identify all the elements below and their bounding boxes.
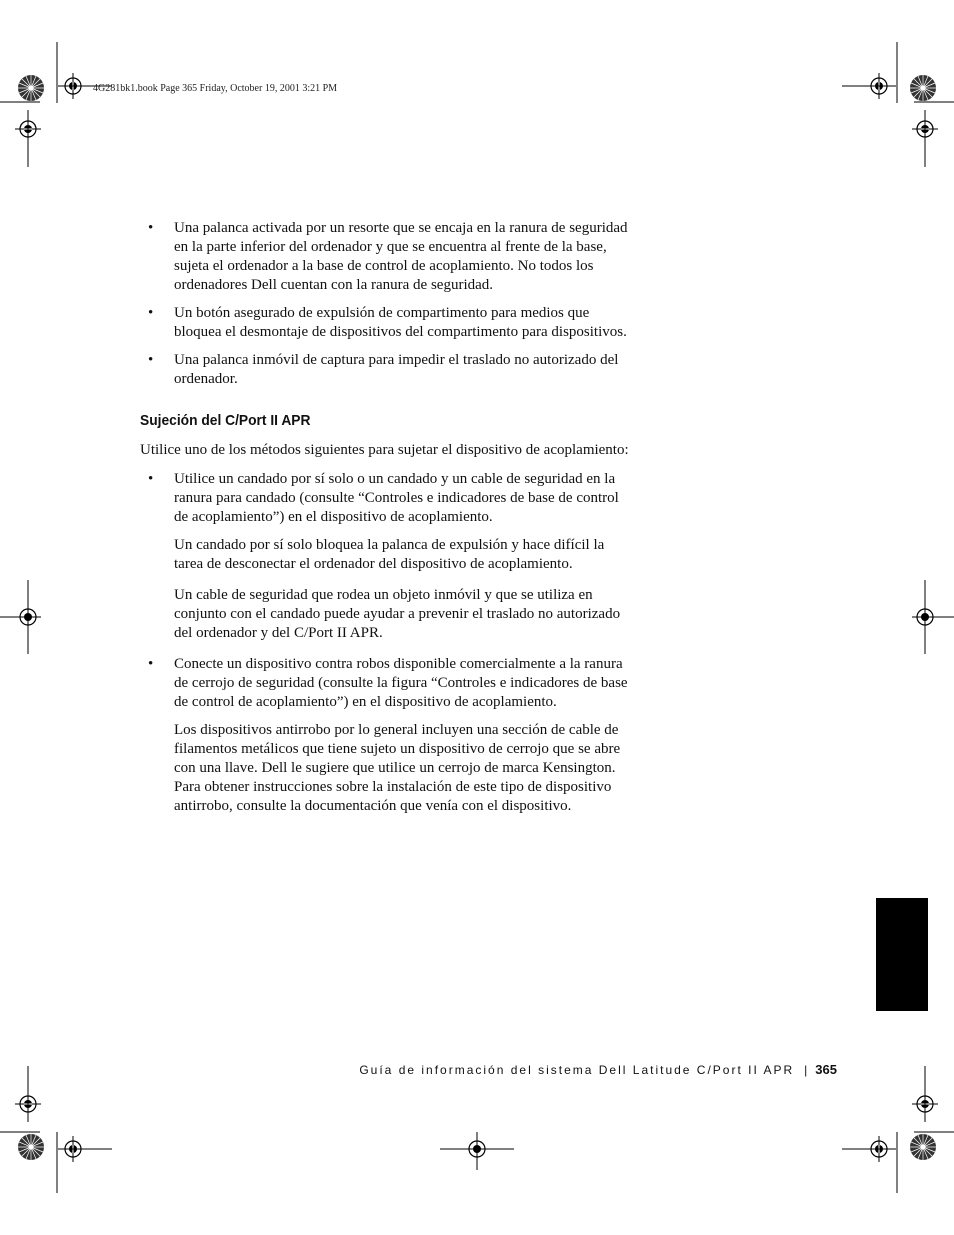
list-item (140, 219, 630, 295)
star-target-icon (18, 75, 44, 101)
list-item-text: Conecte un dispositivo contra robos disponible comercialmente a la ranura de cerrojo de seguridad (consulte la figura “Controles e indicadores de base de control de acoplamiento”) en el dispositivo de acoplamiento. (174, 656, 628, 710)
list-item (140, 655, 630, 712)
bullet-icon: • (148, 305, 154, 321)
star-target-icon (910, 75, 936, 101)
bullet-icon: • (148, 220, 154, 236)
bullet-icon: • (148, 352, 154, 368)
list-item-detail: Un cable de seguridad que rodea un objeto inmóvil y que se utiliza en conjunto con el candado puede ayudar a prevenir el traslado no autorizado del ordenador y del C/Port II APR. (174, 587, 621, 641)
section-intro: Utilice uno de los métodos siguientes para sujetar el dispositivo de acoplamiento: (140, 442, 629, 458)
list-item (140, 470, 630, 527)
star-target-icon (910, 1134, 936, 1160)
list-item (140, 304, 630, 342)
list-item-detail: Un candado por sí solo bloquea la palanca de expulsión y hace difícil la tarea de desconectar el ordenador del dispositivo de acoplamiento. (174, 537, 605, 572)
section-heading: Sujeción del C/Port II APR (140, 412, 311, 429)
footer-guide-title: Guía de información del sistema Dell Latitude C/Port II APR (359, 1063, 795, 1077)
list-item-text: Utilice un candado por sí solo o un candado y un cable de seguridad en la ranura para candado (consulte “Controles e indicadores de base de control de acoplamiento”) en el dispositivo de acoplamiento. (174, 471, 619, 525)
bullet-icon: • (148, 471, 154, 487)
list-item-detail: Los dispositivos antirrobo por lo general incluyen una sección de cable de filamentos metálicos que tiene sujeto un dispositivo de cerrojo que se abre con una llave. Dell le sugiere que utilice un cerrojo de marca Kensington. Para obtener instrucciones sobre la instalación de este tipo de dispositivo antirrobo, consulte la documentación que venía con el dispositivo. (174, 722, 621, 814)
page-body (140, 219, 630, 816)
star-target-icon (18, 1134, 44, 1160)
list-item (140, 351, 630, 389)
print-job-stamp: 4G281bk1.book Page 365 Friday, October 19, 2001 3:21 PM (93, 83, 338, 94)
bullet-icon: • (148, 656, 154, 672)
page-footer (359, 1062, 837, 1077)
footer-separator: | (804, 1063, 808, 1077)
list-item-text: Un botón asegurado de expulsión de compartimento para medios que bloquea el desmontaje de dispositivos del compartimento para dispositivos. (174, 305, 627, 340)
list-item-text: Una palanca activada por un resorte que se encaja en la ranura de seguridad en la parte inferior del ordenador y que se encuentra al frente de la base, sujeta el ordenador a la base de control de acoplamiento. No todos los ordenadores Dell cuentan con la ranura de seguridad. (174, 220, 628, 293)
list-item-text: Una palanca inmóvil de captura para impedir el traslado no autorizado del ordenador. (174, 352, 619, 387)
chapter-thumb-tab (876, 898, 928, 1011)
page-number: 365 (815, 1062, 837, 1077)
